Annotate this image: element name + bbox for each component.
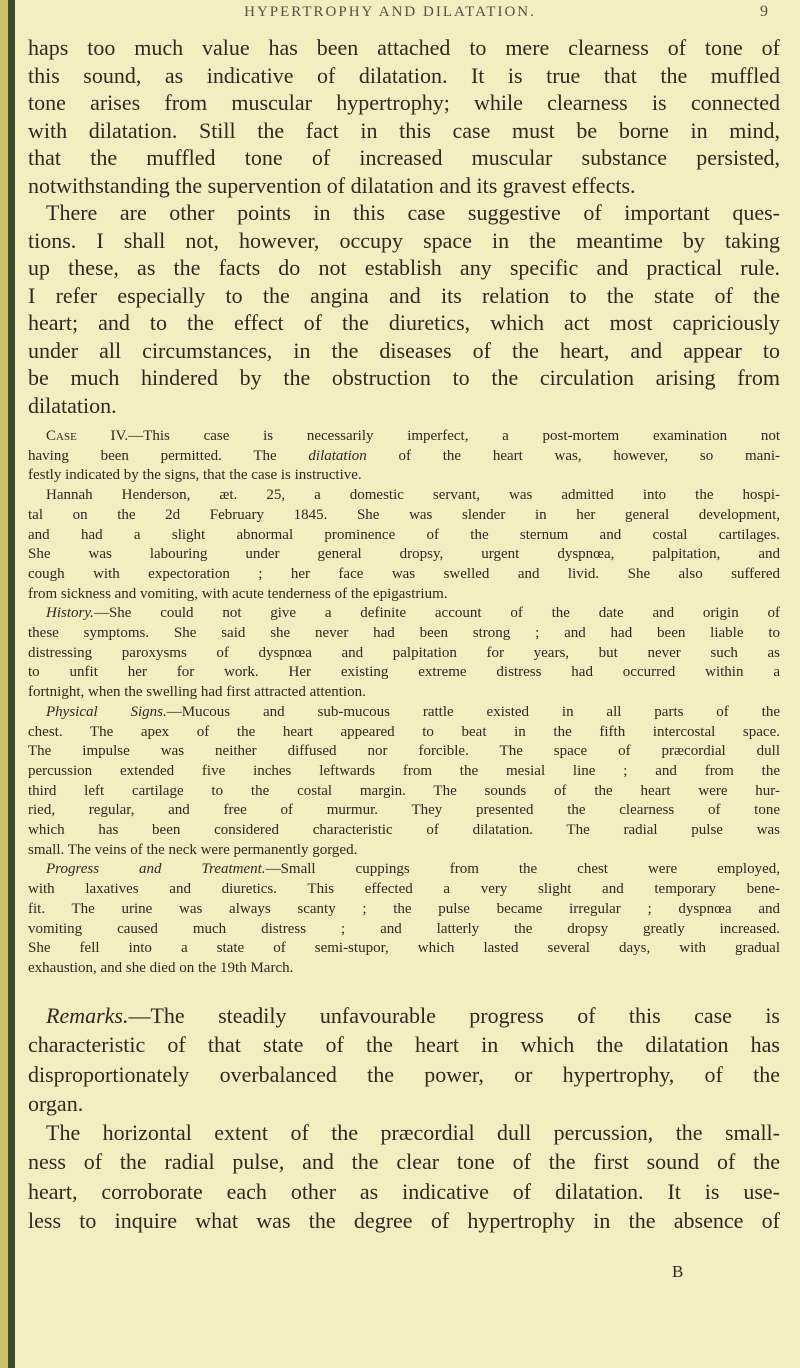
text-line: tions. I shall not, however, occupy space in the meantime by taking <box>28 227 780 253</box>
text-line: be much hindered by the obstruction to the circulation arising from <box>28 365 780 390</box>
text-line: History.—She could not give a definite account of the date and origin of <box>46 605 780 622</box>
text-line: ried, regular, and free of murmur. They presented the clearness of tone <box>28 802 780 819</box>
text-line: vomiting caused much distress ; and latterly the dropsy greatly increased. <box>28 920 780 937</box>
signature-mark: B <box>672 1262 684 1281</box>
text-line: less to inquire what was the degree of hypertrophy in the absence of <box>28 1208 780 1234</box>
text-line: heart; and to the effect of the diuretics, which act most capriciously <box>28 310 780 335</box>
text-line: Progress and Treatment.—Small cuppings from the chest were employed, <box>46 861 780 878</box>
text-line: cough with expectoration ; her face was swelled and livid. She also suffered <box>28 565 780 582</box>
text-line: I refer especially to the angina and its relation to the state of the <box>28 282 780 308</box>
text-line: Hannah Henderson, æt. 25, a domestic servant, was admitted into the hospi- <box>46 487 780 504</box>
text-line: Remarks.—The steadily unfavourable progress of this case is <box>46 1003 780 1028</box>
running-header: HYPERTROPHY AND DILATATION. <box>244 4 536 20</box>
text-line: distressing paroxysms of dyspnœa and palpitation for years, but never such as <box>28 644 780 661</box>
text-line: She fell into a state of semi-stupor, which lasted several days, with gradual <box>28 940 780 957</box>
page-number: 9 <box>760 3 768 20</box>
text-line: There are other points in this case suggestive of important ques- <box>46 200 780 225</box>
text-line: with dilatation. Still the fact in this case must be borne in mind, <box>28 117 780 143</box>
text-line: haps too much value has been attached to mere clearness of tone of <box>28 35 780 60</box>
text-line: from sickness and vomiting, with acute tenderness of the epigastrium. <box>28 585 448 602</box>
text-line: up these, as the facts do not establish any specific and practical rule. <box>28 255 780 280</box>
text-line: exhaustion, and she died on the 19th March. <box>28 959 294 976</box>
opening-paragraph <box>28 34 780 419</box>
text-line: ness of the radial pulse, and the clear tone of the first sound of the <box>28 1149 780 1175</box>
text-line: which has been considered characteristic of dilatation. The radial pulse was <box>28 822 780 839</box>
text-line: Physical Signs.—Mucous and sub-mucous rattle existed in all parts of the <box>46 703 780 720</box>
text-line: She was labouring under general dropsy, urgent dyspnœa, palpitation, and <box>28 546 780 563</box>
remarks-section <box>28 1001 780 1235</box>
text-line: The impulse was neither diffused nor forcible. The space of præcordial dull <box>28 743 780 760</box>
text-line: characteristic of that state of the heart in which the dilatation has <box>28 1032 780 1058</box>
text-line: chest. The apex of the heart appeared to beat in the fifth intercostal space. <box>28 723 780 740</box>
text-line: notwithstanding the supervention of dilatation and its gravest effects. <box>28 172 636 198</box>
text-line: percussion extended five inches leftwards from the mesial line ; and from the <box>28 762 780 779</box>
text-line: this sound, as indicative of dilatation. It is true that the muffled <box>28 62 780 88</box>
text-line: heart, corroborate each other as indicative of dilatation. It is use- <box>28 1178 780 1204</box>
text-line: tal on the 2d February 1845. She was slender in her general development, <box>28 506 780 523</box>
text-line: Case IV.—This case is necessarily imperfect, a post-mortem examination not <box>46 428 780 444</box>
text-line: with laxatives and diuretics. This effected a very slight and temporary bene- <box>28 881 780 898</box>
text-line: fit. The urine was always scanty ; the pulse became irregular ; dyspnœa and <box>28 900 780 917</box>
text-line: these symptoms. She said she never had been strong ; and had been liable to <box>28 625 780 642</box>
text-line: to unfit her for work. Her existing extreme distress had occurred within a <box>28 664 780 681</box>
text-line: organ. <box>28 1090 84 1116</box>
text-line: fortnight, when the swelling had first attracted attention. <box>28 684 366 701</box>
case-iv-report <box>28 427 780 979</box>
text-line: disproportionately overbalanced the power, or hypertrophy, of the <box>28 1061 780 1087</box>
text-line: third left cartilage to the costal margin. The sounds of the heart were hur- <box>28 782 780 799</box>
page-edge <box>0 0 8 1368</box>
text-line: under all circumstances, in the diseases of the heart, and appear to <box>28 337 780 363</box>
binding-shadow <box>8 0 15 1368</box>
text-line: having been permitted. The dilatation of the heart was, however, so mani- <box>28 447 780 464</box>
text-line: dilatation. <box>28 392 117 418</box>
text-line: festly indicated by the signs, that the case is instructive. <box>28 467 362 484</box>
text-line: small. The veins of the neck were permanently gorged. <box>28 841 358 858</box>
text-line: and had a slight abnormal prominence of the sternum and costal cartilages. <box>28 526 780 543</box>
text-line: The horizontal extent of the præcordial dull percussion, the small- <box>46 1120 780 1146</box>
text-line: that the muffled tone of increased muscular substance persisted, <box>28 145 780 170</box>
text-line: tone arises from muscular hypertrophy; while clearness is connected <box>28 90 780 115</box>
